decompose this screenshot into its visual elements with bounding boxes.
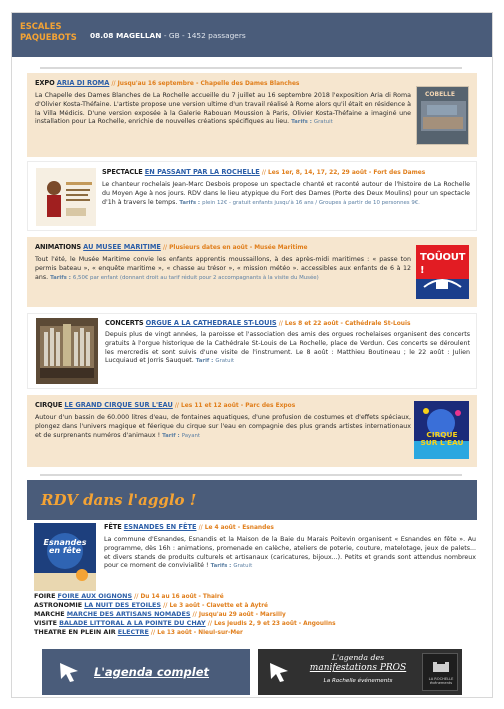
thumb-caption: Esnandes en fête — [43, 538, 87, 556]
list-kind: MARCHE — [34, 610, 65, 618]
agenda-complet-label: L'agenda complet — [94, 665, 209, 679]
aria-di-roma-image[interactable] — [416, 86, 469, 145]
event-description: La Chapelle des Dames Blanches de La Rochelle accueille du 7 juillet au 16 septembre 2018 l'exposition Aria di Roma d'Olivier Kosta-Théfaine. L'artiste propose une version ultime d'un travail réalisé à Rome alors qu'il était en résidence à la Villa Médicis. D'une version exposée à la Galerie Rabouan Moussion à Paris, Olivier Kosta-Théfaine a imaginé une installation pour La Rochelle, enrichie de nouvelles créations spécifiques au lieu. Tarifs : Gratuit — [35, 92, 411, 126]
event-meta: Le 4 août - Esnandes — [204, 525, 274, 531]
tarif-label: Tarifs : — [210, 563, 232, 570]
event-heading: EXPO ARIA DI ROMA // Jusqu'au 16 septembre - Chapelle des Dames Blanches — [35, 79, 300, 87]
toout-poster-image[interactable] — [416, 245, 469, 299]
logo-text2: événements — [429, 681, 453, 686]
list-title-link[interactable]: BALADE LITTORAL A LA POINTE DU CHAY — [59, 619, 206, 627]
pros-line2: manifestations PROS — [309, 663, 407, 674]
en-passant-image[interactable] — [36, 168, 96, 226]
event-kind: SPECTACLE — [102, 168, 143, 176]
rdv-agglo-banner — [27, 480, 477, 520]
event-meta: Les 8 et 22 août - Cathédrale St-Louis — [284, 321, 411, 327]
tarif-value: Gratuit — [215, 358, 235, 365]
event-title-link[interactable]: ORGUE A LA CATHEDRALE ST-LOUIS — [145, 319, 277, 327]
tarif-value: 6,50€ par enfant (donnant droit au tarif réduit pour 2 accompagnants à la visite du Musée) — [72, 274, 319, 281]
agglo-list-item: ASTRONOMIE LA NUIT DES ETOILES // Le 3 août - Clavette et à Aytré — [34, 601, 268, 609]
event-kind: FÊTE — [104, 523, 122, 531]
event-heading: CIRQUE LE GRAND CIRQUE SUR L'EAU // Les 11 et 12 août - Parc des Expos — [35, 401, 296, 409]
thumb-caption: TOÛOUT ! — [420, 252, 466, 277]
event-description: Depuis plus de vingt années, la paroisse et l'association des amis des orgues rochelaises organisent des concerts gratuits à l'orgue historique de la Cathédrale St-Louis de La Rochelle, place de Verdun. Ces concerts se déroulent les mercredis et sont suivis d'une visite de l'instrument. Le 8 août : Matthieu Boutineau ; le 22 août : Julien Lucquiaud et Jorris Sauquet. Tarif : Gratuit — [105, 331, 470, 365]
escales-category: ESCALES PAQUEBOTS — [20, 21, 77, 42]
ship-info — [90, 31, 246, 41]
la-rochelle-evenements-logo — [422, 653, 458, 691]
event-description: Tout l'été, le Musée Maritime convie les enfants apprentis moussaillons, à des après-midi maritimes : « passe ton permis bateau », « enquête maritime », « chasse au trésor », « mission météo ». accessibles aux enfants de 6 à 12 ans. Tarifs : 6,50€ par enfant (donnant droit au tarif réduit pour 2 accompagnants à la visite du Musée) — [35, 256, 411, 281]
list-meta: Le 13 août - Nieul-sur-Mer — [157, 630, 243, 636]
event-description: Le chanteur rochelais Jean-Marc Desbois propose un spectacle chanté et raconté autour de l'histoire de La Rochelle du Moyen Age à nos jours. RDV dans le lieu atypique du Fort des Dames (Porte des Deux Moulins) pour un spectacle d'1h à travers le temps. Tarifs : plein 12€ - gratuit enfants jusqu'à 16 ans / Groupes à partir de 10 personnes 9€. — [102, 181, 470, 206]
agenda-complet-button[interactable] — [42, 649, 250, 695]
list-kind: FOIRE — [34, 592, 56, 600]
list-meta: Les jeudis 2, 9 et 23 août - Angoulins — [214, 621, 336, 627]
event-card-spectacle — [27, 161, 477, 231]
event-meta: Les 11 et 12 août - Parc des Expos — [181, 403, 296, 409]
event-kind: ANIMATIONS — [35, 243, 82, 251]
event-description: Autour d'un bassin de 60.000 litres d'eau, de fontaines aquatiques, d'une profusion de costumes et d'effets spéciaux, plongez dans l'univers magique et féerique du cirque sur l'eau en compagnie des plus grands artistes internationaux et de surprenants numéros d'animaux ! Tarif : Payant — [35, 414, 411, 439]
event-card-animations — [27, 237, 477, 307]
agglo-list-item: FOIRE FOIRE AUX OIGNONS // Du 14 au 16 août - Thairé — [34, 592, 224, 600]
event-kind: CIRQUE — [35, 401, 63, 409]
event-title-link[interactable]: AU MUSEE MARITIME — [83, 243, 161, 251]
tarif-value: Gratuit — [233, 563, 253, 570]
event-meta: Jusqu'au 16 septembre - Chapelle des Dames Blanches — [117, 81, 300, 87]
logo-text1: LA ROCHELLE — [428, 677, 454, 681]
event-card-expo — [27, 73, 477, 157]
event-heading: ANIMATIONS AU MUSEE MARITIME // Plusieurs dates en août - Musée Maritime — [35, 243, 308, 251]
list-kind: VISITE — [34, 619, 58, 627]
tarif-label: Tarif : — [162, 432, 180, 439]
pros-line1: L'agenda des — [331, 653, 385, 662]
event-card-cirque — [27, 395, 477, 467]
event-card-concerts — [27, 313, 477, 389]
agglo-list-item: MARCHE MARCHE DES ARTISANS NOMADES // Jusqu'au 29 août - Marsilly — [34, 610, 286, 618]
featured-agglo-event — [104, 523, 476, 571]
cirque-poster-image[interactable] — [414, 401, 469, 459]
event-title-link[interactable]: LE GRAND CIRQUE SUR L'EAU — [64, 401, 173, 409]
escales-header — [12, 13, 492, 57]
agenda-pros-button[interactable] — [258, 649, 462, 695]
organ-image[interactable] — [36, 318, 98, 384]
pros-line3: La Rochelle événements — [323, 678, 393, 685]
cursor-arrow-icon — [268, 661, 292, 686]
rdv-title: RDV dans l'agglo ! — [41, 491, 197, 509]
tarif-value: Gratuit — [313, 119, 333, 126]
cursor-arrow-icon — [58, 661, 82, 686]
thumb-caption: CIRQUE SUR L'EAU — [420, 430, 464, 447]
event-meta: Plusieurs dates en août - Musée Maritime — [169, 245, 308, 251]
agglo-list-item: THEATRE EN PLEIN AIR ELECTRE // Le 13 août - Nieul-sur-Mer — [34, 628, 243, 636]
list-title-link[interactable]: ELECTRE — [117, 628, 149, 636]
separator — [40, 474, 462, 476]
event-description: La commune d'Esnandes, Esnandis et la Maison de la Baie du Marais Poitevin organisent « Esnandes en fête ». Au programme, dès 16h : animations, promenade en calèche, ateliers de poterie, couture, matelotage, jeux de palets... et divers stands de produits culturels et artisanaux (caricatures, bijoux...). Petits et grands sont attendus nombreux pour ce moment de convivialité ! Tarifs : Gratuit — [104, 536, 476, 570]
event-heading: SPECTACLE EN PASSANT PAR LA ROCHELLE // Les 1er, 8, 14, 17, 22, 29 août - Fort des Dames — [102, 168, 426, 176]
event-title-link[interactable]: ARIA DI ROMA — [56, 79, 110, 87]
event-heading: FÊTE ESNANDES EN FÊTE // Le 4 août - Esnandes — [104, 523, 274, 531]
separator — [40, 67, 462, 69]
agglo-list-item: VISITE BALADE LITTORAL A LA POINTE DU CHAY // Les jeudis 2, 9 et 23 août - Angoulins — [34, 619, 336, 627]
ship-details: - GB - 1452 passagers — [163, 31, 246, 40]
list-title-link[interactable]: MARCHE DES ARTISANS NOMADES — [66, 610, 191, 618]
tarif-value: Payant — [181, 432, 201, 439]
list-kind: THEATRE EN PLEIN AIR — [34, 628, 116, 636]
event-kind: EXPO — [35, 79, 55, 87]
list-meta: Jusqu'au 29 août - Marsilly — [198, 612, 286, 618]
event-meta: Les 1er, 8, 14, 17, 22, 29 août - Fort des Dames — [268, 170, 426, 176]
tarif-label: Tarif : — [195, 358, 214, 365]
agenda-pros-text — [302, 653, 414, 686]
event-heading: CONCERTS ORGUE A LA CATHEDRALE ST-LOUIS // Les 8 et 22 août - Cathédrale St-Louis — [105, 319, 411, 327]
list-title-link[interactable]: FOIRE AUX OIGNONS — [57, 592, 133, 600]
event-title-link[interactable]: ESNANDES EN FÊTE — [123, 523, 197, 531]
tarif-label: Tarifs : — [179, 199, 201, 206]
ship-date-name: 08.08 MAGELLAN — [90, 31, 162, 40]
tarif-label: Tarifs : — [291, 119, 312, 126]
event-kind: CONCERTS — [105, 319, 144, 327]
tarif-value: plein 12€ - gratuit enfants jusqu'à 16 ans / Groupes à partir de 10 personnes 9€. — [202, 199, 420, 206]
list-title-link[interactable]: LA NUIT DES ETOILES — [84, 601, 162, 609]
list-kind: ASTRONOMIE — [34, 601, 83, 609]
tarif-label: Tarifs : — [50, 274, 71, 281]
thumb-caption: COBELLE — [425, 91, 455, 98]
esnandes-image[interactable] — [34, 523, 96, 591]
newsletter-frame — [11, 12, 493, 698]
list-meta: Le 3 août - Clavette et à Aytré — [169, 603, 268, 609]
list-meta: Du 14 au 16 août - Thairé — [140, 594, 224, 600]
event-title-link[interactable]: EN PASSANT PAR LA ROCHELLE — [144, 168, 260, 176]
